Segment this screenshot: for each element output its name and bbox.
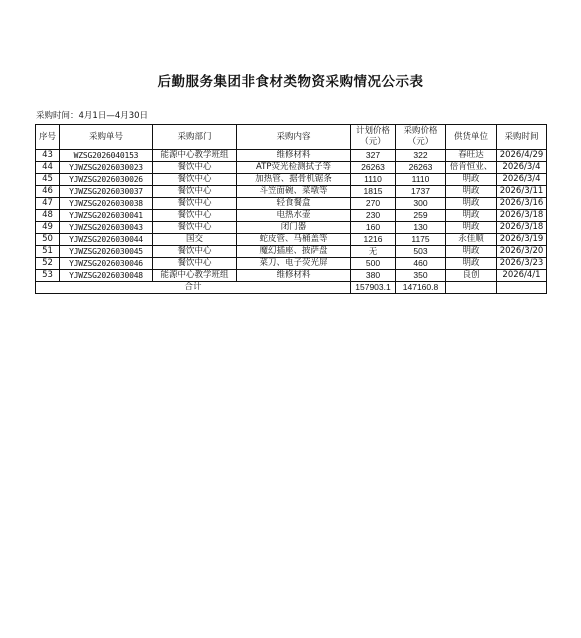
cell-supplier: 春旺达	[446, 150, 497, 162]
cell-supplier: 永佳顺	[446, 234, 497, 246]
cell-planned-price: 1110	[351, 174, 396, 186]
cell-serial: 49	[36, 222, 60, 234]
cell-department: 餐饮中心	[153, 162, 237, 174]
procurement-table	[35, 124, 547, 294]
header-content: 采购内容	[237, 125, 351, 150]
cell-actual-price: 322	[396, 150, 446, 162]
header-order-no: 采购单号	[60, 125, 153, 150]
cell-serial: 52	[36, 258, 60, 270]
cell-supplier: 明政	[446, 174, 497, 186]
header-planned-price: 计划价格（元）	[351, 125, 396, 150]
cell-actual-price: 460	[396, 258, 446, 270]
cell-supplier: 明政	[446, 222, 497, 234]
cell-actual-price: 130	[396, 222, 446, 234]
cell-content: 加热管、据骨机锯条	[237, 174, 351, 186]
total-label: 合计	[36, 282, 351, 294]
cell-date: 2026/3/11	[497, 186, 547, 198]
cell-department: 餐饮中心	[153, 186, 237, 198]
cell-date: 2026/4/29	[497, 150, 547, 162]
cell-order-no: YJWZSG2026030041	[60, 210, 153, 222]
cell-order-no: YJWZSG2026030026	[60, 174, 153, 186]
cell-order-no: YJWZSG2026030046	[60, 258, 153, 270]
cell-date: 2026/3/23	[497, 258, 547, 270]
cell-order-no: YJWZSG2026030048	[60, 270, 153, 282]
table-body	[36, 150, 547, 282]
table-row	[36, 258, 547, 270]
cell-date: 2026/3/18	[497, 210, 547, 222]
table-row	[36, 270, 547, 282]
total-actual: 147160.8	[396, 282, 446, 294]
cell-serial: 44	[36, 162, 60, 174]
cell-department: 餐饮中心	[153, 174, 237, 186]
cell-content: 电热水壶	[237, 210, 351, 222]
cell-supplier: 明政	[446, 258, 497, 270]
cell-serial: 43	[36, 150, 60, 162]
cell-actual-price: 350	[396, 270, 446, 282]
cell-content: 闭门器	[237, 222, 351, 234]
cell-content: 菜刀、电子荧光屏	[237, 258, 351, 270]
cell-serial: 50	[36, 234, 60, 246]
cell-date: 2026/3/16	[497, 198, 547, 210]
header-date: 采购时间	[497, 125, 547, 150]
cell-actual-price: 300	[396, 198, 446, 210]
cell-planned-price: 160	[351, 222, 396, 234]
cell-date: 2026/3/20	[497, 246, 547, 258]
cell-content: 斗笠面碗、菜墩等	[237, 186, 351, 198]
header-serial: 序号	[36, 125, 60, 150]
cell-supplier: 明政	[446, 246, 497, 258]
cell-planned-price: 230	[351, 210, 396, 222]
cell-order-no: YJWZSG2026030038	[60, 198, 153, 210]
cell-planned-price: 327	[351, 150, 396, 162]
cell-serial: 46	[36, 186, 60, 198]
cell-serial: 47	[36, 198, 60, 210]
cell-department: 餐饮中心	[153, 198, 237, 210]
cell-planned-price: 1216	[351, 234, 396, 246]
cell-date: 2026/3/18	[497, 222, 547, 234]
cell-department: 餐饮中心	[153, 258, 237, 270]
table-row	[36, 222, 547, 234]
cell-department: 能源中心教学班组	[153, 270, 237, 282]
cell-content: ATP荧光检测拭子等	[237, 162, 351, 174]
cell-planned-price: 380	[351, 270, 396, 282]
cell-date: 2026/3/19	[497, 234, 547, 246]
table-row	[36, 174, 547, 186]
cell-serial: 51	[36, 246, 60, 258]
total-empty-supplier	[446, 282, 497, 294]
table-header-row	[36, 125, 547, 150]
cell-order-no: YJWZSG2026030037	[60, 186, 153, 198]
cell-content: 蛇皮管、马桶盖等	[237, 234, 351, 246]
total-row	[36, 282, 547, 294]
cell-supplier: 明政	[446, 198, 497, 210]
header-department: 采购部门	[153, 125, 237, 150]
cell-content: 维修材料	[237, 150, 351, 162]
cell-date: 2026/3/4	[497, 162, 547, 174]
cell-order-no: YJWZSG2026030045	[60, 246, 153, 258]
cell-content: 魔幻插座、披萨盘	[237, 246, 351, 258]
cell-supplier: 明政	[446, 210, 497, 222]
cell-department: 能源中心教学班组	[153, 150, 237, 162]
cell-department: 餐饮中心	[153, 222, 237, 234]
cell-actual-price: 26263	[396, 162, 446, 174]
cell-actual-price: 503	[396, 246, 446, 258]
cell-department: 餐饮中心	[153, 210, 237, 222]
cell-actual-price: 259	[396, 210, 446, 222]
cell-department: 国交	[153, 234, 237, 246]
cell-serial: 53	[36, 270, 60, 282]
total-planned: 157903.1	[351, 282, 396, 294]
table-row	[36, 246, 547, 258]
cell-date: 2026/4/1	[497, 270, 547, 282]
cell-date: 2026/3/4	[497, 174, 547, 186]
cell-planned-price: 1815	[351, 186, 396, 198]
total-empty-date	[497, 282, 547, 294]
cell-actual-price: 1175	[396, 234, 446, 246]
cell-department: 餐饮中心	[153, 246, 237, 258]
table-row	[36, 150, 547, 162]
header-actual-price: 采购价格（元）	[396, 125, 446, 150]
cell-serial: 45	[36, 174, 60, 186]
cell-planned-price: 500	[351, 258, 396, 270]
cell-content: 轻食餐盒	[237, 198, 351, 210]
table-row	[36, 210, 547, 222]
purchase-period: 采购时间：4月1日—4月30日	[36, 111, 149, 121]
table-row	[36, 234, 547, 246]
cell-order-no: YJWZSG2026030023	[60, 162, 153, 174]
table-row	[36, 198, 547, 210]
cell-supplier: 良创	[446, 270, 497, 282]
table-row	[36, 162, 547, 174]
cell-supplier: 倍肯恒业、	[446, 162, 497, 174]
cell-planned-price: 无	[351, 246, 396, 258]
cell-supplier: 明政	[446, 186, 497, 198]
cell-serial: 48	[36, 210, 60, 222]
cell-order-no: WZSG2026040153	[60, 150, 153, 162]
cell-order-no: YJWZSG2026030043	[60, 222, 153, 234]
cell-planned-price: 270	[351, 198, 396, 210]
cell-planned-price: 26263	[351, 162, 396, 174]
cell-order-no: YJWZSG2026030044	[60, 234, 153, 246]
header-supplier: 供货单位	[446, 125, 497, 150]
cell-content: 维修材料	[237, 270, 351, 282]
table-row	[36, 186, 547, 198]
page-title: 后勤服务集团非食材类物资采购情况公示表	[157, 74, 424, 90]
cell-actual-price: 1110	[396, 174, 446, 186]
cell-actual-price: 1737	[396, 186, 446, 198]
